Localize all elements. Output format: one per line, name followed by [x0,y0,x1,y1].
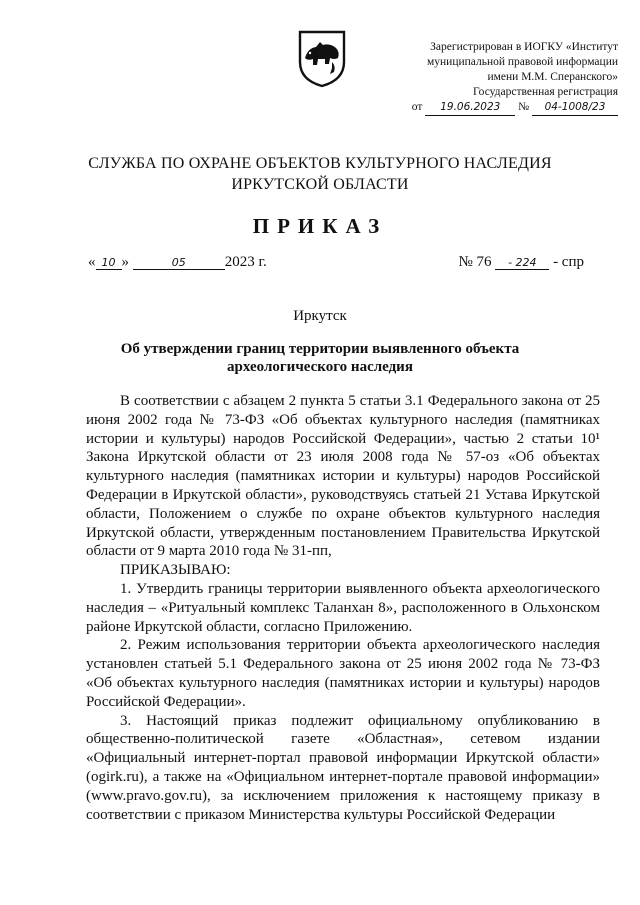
order-item-1: 1. Утвердить границы территории выявленного объекта археологического наследия – «Ритуальный комплекс Таланхан 8», расположенного в Ольхонском районе Иркутской области, согласно Приложению. [86,580,600,635]
order-date [88,254,267,271]
date-quote-close: » [121,254,129,270]
agency-name-line2: ИРКУТСКОЙ ОБЛАСТИ [231,176,409,193]
order-title: Об утверждении границ территории выявленного объекта археологического наследия [120,341,520,375]
registration-line: имени М.М. Сперанского» [487,71,618,83]
registration-number: 04-1008/23 [532,100,618,116]
order-word: ПРИКАЗЫВАЮ: [120,562,231,579]
irkutsk-coat-of-arms-icon [296,28,348,88]
registration-number-label: № [518,101,530,113]
order-number-handwritten: - 224 [495,256,549,270]
document-type-heading: ПРИКАЗ [252,214,388,238]
order-day: 10 [96,256,122,270]
order-year: 2023 г. [224,254,267,270]
order-body [86,392,600,824]
registration-line: Зарегистрирован в ИОГКУ «Институт [430,41,618,53]
registration-from-label: от [411,101,423,113]
registration-stamp [378,40,618,116]
order-number [459,254,585,271]
agency-name-line1: СЛУЖБА ПО ОХРАНЕ ОБЪЕКТОВ КУЛЬТУРНОГО НАСЛЕДИЯ [88,155,552,172]
registration-date: 19.06.2023 [425,100,515,116]
preamble-paragraph: В соответствии с абзацем 2 пункта 5 статьи 3.1 Федерального закона от 25 июня 2002 года № 73-ФЗ «Об объектах культурного наследия (памятниках истории и культуры) народов Российской Федерации», частью 2 статьи 10¹ Закона Иркутской области от 23 июля 2008 года № 57-оз «Об объектах культурного наследия (памятниках истории и культуры) народов Российской Федерации в Иркутской области», руководствуясь статьей 21 Устава Иркутской области, Положением о службе по охране объектов культурного наследия Иркутской области, утвержденным постановлением Правительства Иркутской области от 9 марта 2010 года № 31-пп, [86,393,600,560]
order-number-prefix: № 76 [458,254,492,270]
registration-date-number-row [378,100,618,116]
order-month: 05 [133,256,225,270]
city-name: Иркутск [293,308,347,324]
order-item-2: 2. Режим использования территории объекта археологического наследия установлен статьей 5.1 Федерального закона от 25 июня 2002 года № 73-ФЗ «Об объектах культурного наследия (памятниках истории и культуры) народов Российской Федерации». [86,637,600,710]
order-item-3: 3. Настоящий приказ подлежит официальному опубликованию в общественно-политической газете «Областная», сетевом издании «Официальный интернет-портал правовой информации Иркутской области» (ogirk.ru), а также на «Официальном интернет-портале правовой информации» (www.pravo.gov.ru), за исключением приложения к настоящему приказу в соответствии с приказом Министерства культуры Российской Федерации [86,712,600,823]
date-quote-open: « [88,254,96,270]
registration-line: муниципальной правовой информации [426,56,618,68]
registration-line: Государственная регистрация [473,86,618,98]
order-number-suffix: - спр [553,254,584,270]
